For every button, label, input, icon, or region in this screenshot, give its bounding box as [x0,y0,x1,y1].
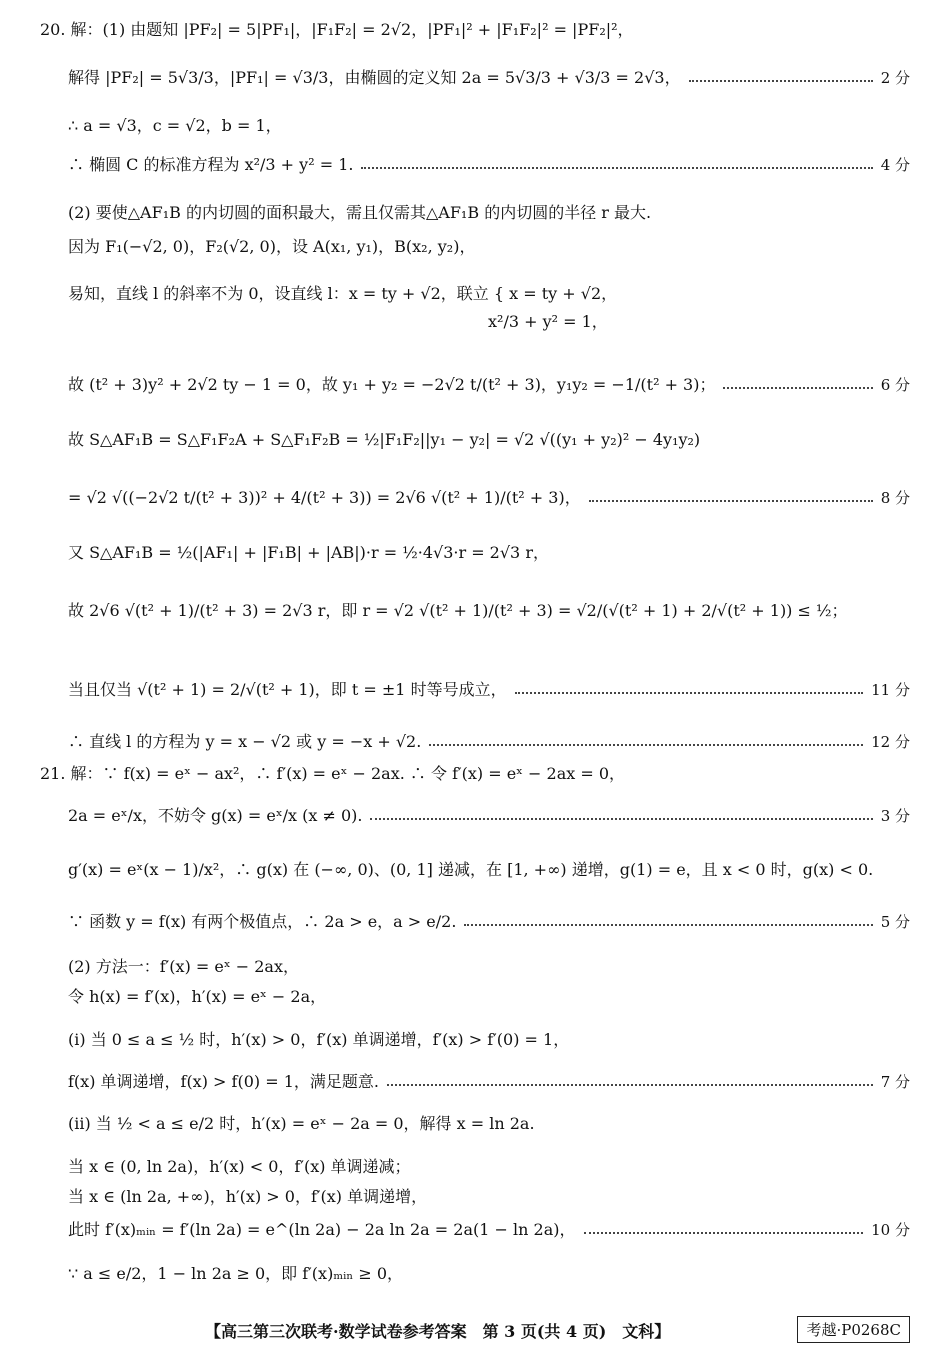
q21-line-12: 此时 f′(x)ₘᵢₙ = f′(ln 2a) = e^(ln 2a) − 2a ln 2a = 2a(1 − ln 2a)， 10 分 [68,1220,910,1239]
q20-line-13: 故 2√6 √(t² + 1)/(t² + 3) = 2√3 r，即 r = √2 √(t² + 1)/(t² + 3) = √2/(√(t² + 1) + 2/√(t² + 1)) ≤ ½； [68,601,848,620]
q21-line-5: (2) 方法一：f′(x) = eˣ − 2ax， [68,957,299,976]
q20-line-15: ∴ 直线 l 的方程为 y = x − √2 或 y = −x + √2. 12 分 [68,732,910,751]
q21-line-13: ∵ a ≤ e/2，1 − ln 2a ≥ 0，即 f′(x)ₘᵢₙ ≥ 0， [68,1264,404,1283]
q20-line-10: 故 S△AF₁B = S△F₁F₂A + S△F₁F₂B = ½|F₁F₂||y₁ − y₂| = √2 √((y₁ + y₂)² − 4y₁y₂) [68,430,701,449]
leader-dots [387,1084,873,1086]
leader-dots [370,818,872,820]
q21-line-3: g′(x) = eˣ(x − 1)/x²，∴ g(x) 在 (−∞, 0)、(0, 1] 递减，在 [1, +∞) 递增，g(1) = e，且 x < 0 时，g(x) < 0. [68,860,874,879]
q21-line-9: (ⅱ) 当 ½ < a ≤ e/2 时，h′(x) = eˣ − 2a = 0，解得 x = ln 2a. [68,1114,535,1133]
q20-line-5: (2) 要使△AF₁B 的内切圆的面积最大，需且仅需其△AF₁B 的内切圆的半径 r 最大. [68,203,652,222]
leader-dots [723,387,872,389]
document-code: 考越·P0268C [797,1316,910,1343]
leader-dots [429,744,863,746]
leader-dots [589,500,873,502]
q20-line-3: ∴ a = √3，c = √2，b = 1， [68,116,282,135]
q20-line-12: 又 S△AF₁B = ½(|AF₁| + |F₁B| + |AB|)·r = ½·4√3·r = 2√3 r， [68,543,549,562]
q21-line-11: 当 x ∈ (ln 2a, +∞)，h′(x) > 0，f′(x) 单调递增， [68,1187,428,1206]
q20-line-6: 因为 F₁(−√2, 0)，F₂(√2, 0)，设 A(x₁, y₁)，B(x₂, y₂)， [68,237,476,256]
leader-dots [515,692,864,694]
q20-line-9: 故 (t² + 3)y² + 2√2 ty − 1 = 0，故 y₁ + y₂ = −2√2 t/(t² + 3)，y₁y₂ = −1/(t² + 3)； 6 分 [68,375,910,394]
q21-line-2: 2a = eˣ/x，不妨令 g(x) = eˣ/x (x ≠ 0). 3 分 [68,806,910,825]
leader-dots [361,167,872,169]
page-footer [0,1316,950,1346]
q21-line-7: (ⅰ) 当 0 ≤ a ≤ ½ 时，h′(x) > 0，f′(x) 单调递增，f′(x) > f′(0) = 1， [68,1030,570,1049]
q20-line-8: x²/3 + y² = 1， [488,312,608,331]
q20-line-1: 20. 解：(1) 由题知 |PF₂| = 5|PF₁|，|F₁F₂| = 2√2，|PF₁|² + |F₁F₂|² = |PF₂|²， [40,20,634,39]
q20-line-11: = √2 √((−2√2 t/(t² + 3))² + 4/(t² + 3)) = 2√6 √(t² + 1)/(t² + 3)， 8 分 [68,488,910,507]
leader-dots [689,80,873,82]
q21-line-8: f(x) 单调递增，f(x) > f(0) = 1，满足题意. 7 分 [68,1072,910,1091]
q21-line-6: 令 h(x) = f′(x)，h′(x) = eˣ − 2a， [68,987,327,1006]
q21-line-1: 21. 解：∵ f(x) = eˣ − ax²，∴ f′(x) = eˣ − 2ax. ∴ 令 f′(x) = eˣ − 2ax = 0， [40,764,626,783]
leader-dots [584,1232,864,1234]
q20-line-4: ∴ 椭圆 C 的标准方程为 x²/3 + y² = 1. 4 分 [68,155,910,174]
leader-dots [464,924,872,926]
q20-line-14: 当且仅当 √(t² + 1) = 2/√(t² + 1)，即 t = ±1 时等号成立， 11 分 [68,680,910,699]
q21-line-4: ∵ 函数 y = f(x) 有两个极值点，∴ 2a > e，a > e/2. 5 分 [68,912,910,931]
q20-line-2: 解得 |PF₂| = 5√3/3，|PF₁| = √3/3，由椭圆的定义知 2a = 5√3/3 + √3/3 = 2√3， 2 分 [68,68,910,87]
q21-line-10: 当 x ∈ (0, ln 2a)，h′(x) < 0，f′(x) 单调递减； [68,1157,411,1176]
q20-line-7: 易知，直线 l 的斜率不为 0，设直线 l：x = ty + √2，联立 { x = ty + √2， [68,284,618,303]
footer-title: 【高三第三次联考·数学试卷参考答案 第 3 页(共 4 页) 文科】 [205,1322,671,1341]
